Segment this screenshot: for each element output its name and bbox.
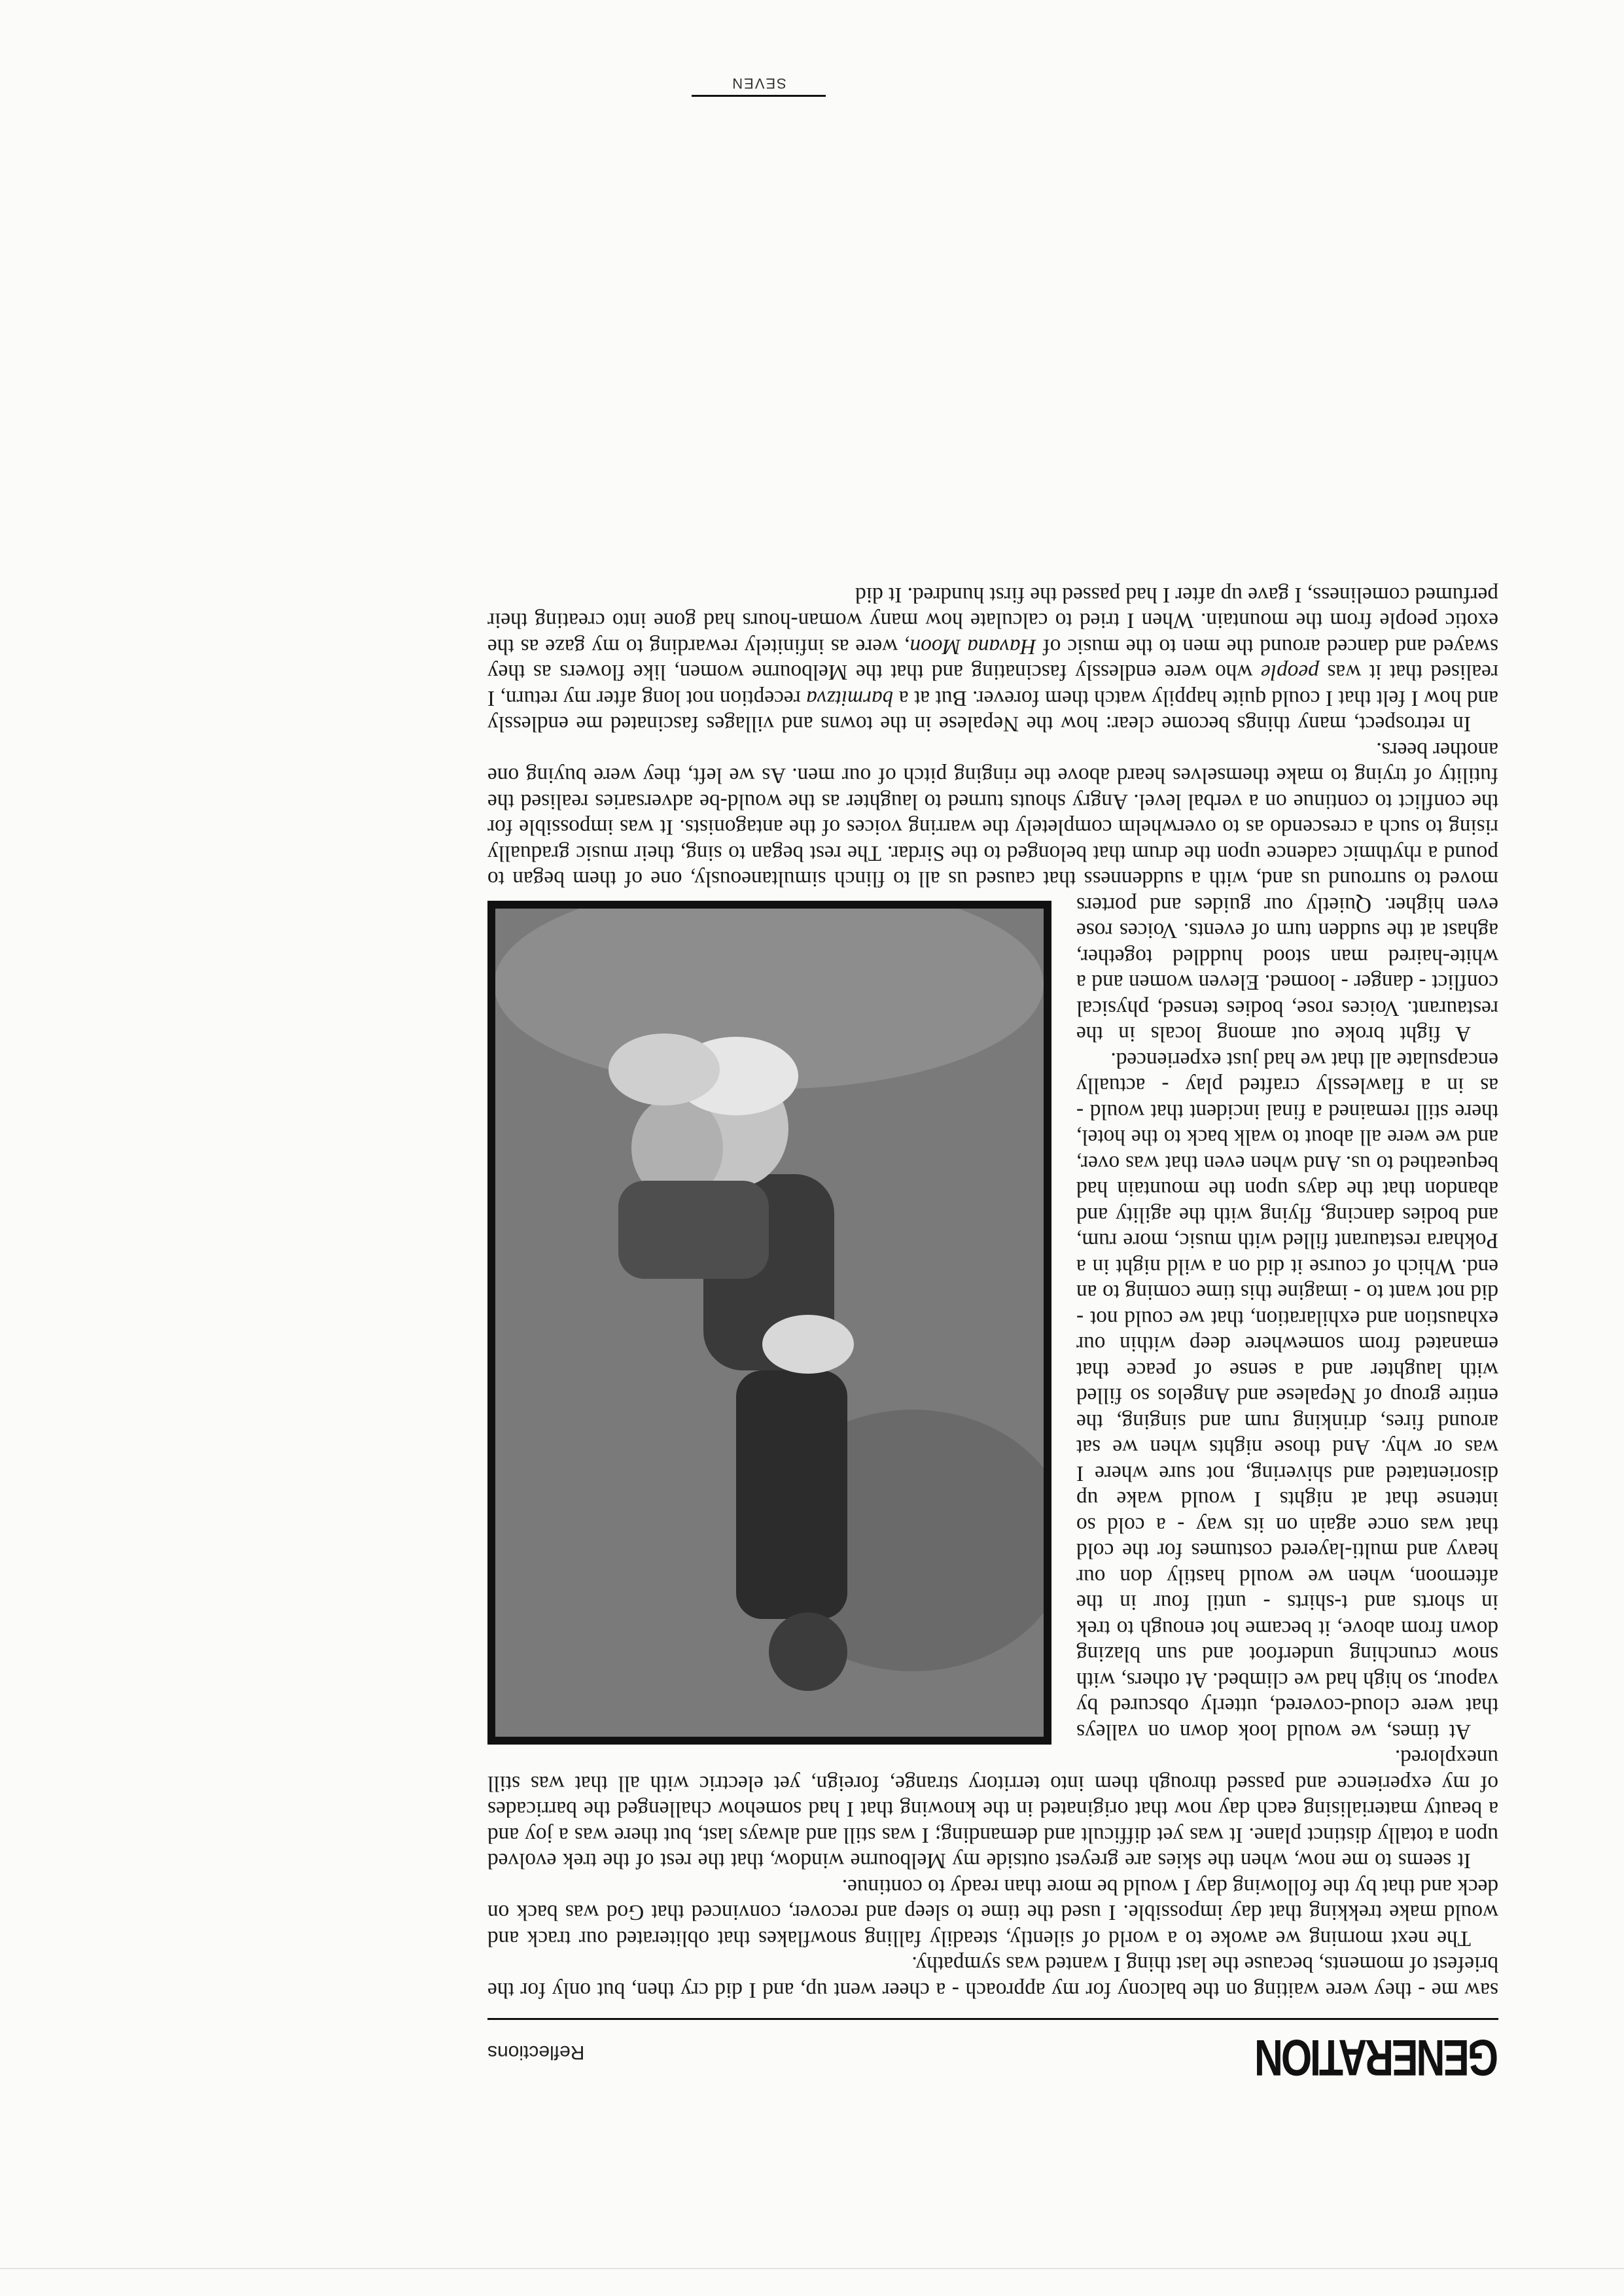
article-paragraph: The next morning we awoke to a world of silently, steadily falling snowflakes that obliterated our track and would make trekking that day impossible. I used the time to sleep and recover, convinced that God was back on deck and that by the following day I would be more than ready to continue.	[487, 1875, 1498, 1951]
article-paragraph: It seems to me now, when the skies are greyest outside my Melbourne window, that the rest of the trek evolved upon a totally distinct plane. It was yet difficult and demanding; I was still and always last, but there was a joy and a beauty materialising each day now that originated in the knowing that I had somehow challenged the barricades of my experience and passed through them into territory strange, foreign, yet electric with all that was still unexplored.	[487, 1745, 1498, 1873]
italic-term: people	[1261, 660, 1319, 685]
italic-term: barmitzva	[806, 686, 894, 710]
article-paragraph: At times, we would look down on valleys that were cloud-covered, utterly obscured by vapour, so high had we climbed. At others, with snow crunching underfoot and sun blazing down from above, it became hot enough to trek in shorts and t-shirts - until four in the afternoon, when we would hastily don our heavy and multi-layered costumes for the cold that was once again on its way - a cold so intense that at nights I would wake up disorientated and shivering, not sure where I was or why. And those nights when we sat around fires, drinking rum and singing, the entire group of Nepalese and Angelos so filled with laughter and a sense of peace that emanated from somewhere deep within our exhaustion and exhilaration, that we could not - did not want to - imagine this time coming to an end. Which of course it did on a wild night in a Pokhara restaurant filled with music, more rum, and bodies dancing, flying with the agility and abandon that the days upon the mountain had bequeathed to us. And when even that was over, and we were all about to walk back to the hotel, there still remained a final incident that would - as in a flawlessly crafted play - actually encapsulate all that we had just experienced.	[1076, 1048, 1498, 1744]
footer-rule	[692, 95, 826, 97]
photo-illustration	[495, 909, 1044, 1737]
italic-title: Havana Moon	[909, 635, 1036, 659]
photo	[487, 901, 1051, 1745]
article-paragraph: In retrospect, many things become clear: how the Nepalese in the towns and villages fascinated me endlessly and how I felt that I could quite happily watch them forever. But at a barmitzva reception not long after my return, I realised that it was people who were endlessly fascinating and that the Melbourne women, like flowers as they swayed and danced around the men to the music of Havana Moon, were as infinitely rewarding to my gaze as the exotic people from the mountain. When I tried to calculate how many woman-hours had gone into creating their perfumed comeliness, I gave up after I had passed the first hundred. It did	[487, 583, 1498, 737]
article-paragraph: saw me - they were waiting on the balcony for my approach - a cheer went up, and I did cry then, but only for the briefest of moments, because the last thing I wanted was sympathy.	[487, 1952, 1498, 2002]
masthead	[487, 2028, 1498, 2087]
scan-edge-line	[0, 2268, 1624, 2269]
page-number: SEVEN	[731, 75, 786, 92]
article-paragraph: A fight broke out among locals in the restaurant. Voices rose, bodies tensed, physical conflict - danger - loomed. Eleven women and a white-haired man stood huddled together, aghast at the sudden turn of events. Voices rose even higher. Quietly our guides and porters moved to surround us and, with a suddenness that caused us all to flinch simultaneously, one of them began to pound a rhythmic cadence upon the drum that belonged to the Sirdar. The rest began to sing, their music gradually rising to such a crescendo as to overwhelm completely the warring voices of the antagonists. It was impossible for the conflict to continue on a verbal level. Angry shouts turned to laughter as the would-be adversaries realised the futility of trying to make themselves heard above the ringing pitch of our men. As we left, they were buying one another beers.	[487, 738, 1498, 1047]
brand-logo: GENERATION	[1256, 2029, 1498, 2087]
header-rule	[487, 2018, 1498, 2020]
photo-children-in-snow	[495, 909, 1044, 1737]
text-with-photo	[487, 737, 1498, 1745]
section-label: Reflections	[487, 2042, 585, 2063]
article-body	[487, 582, 1498, 2004]
